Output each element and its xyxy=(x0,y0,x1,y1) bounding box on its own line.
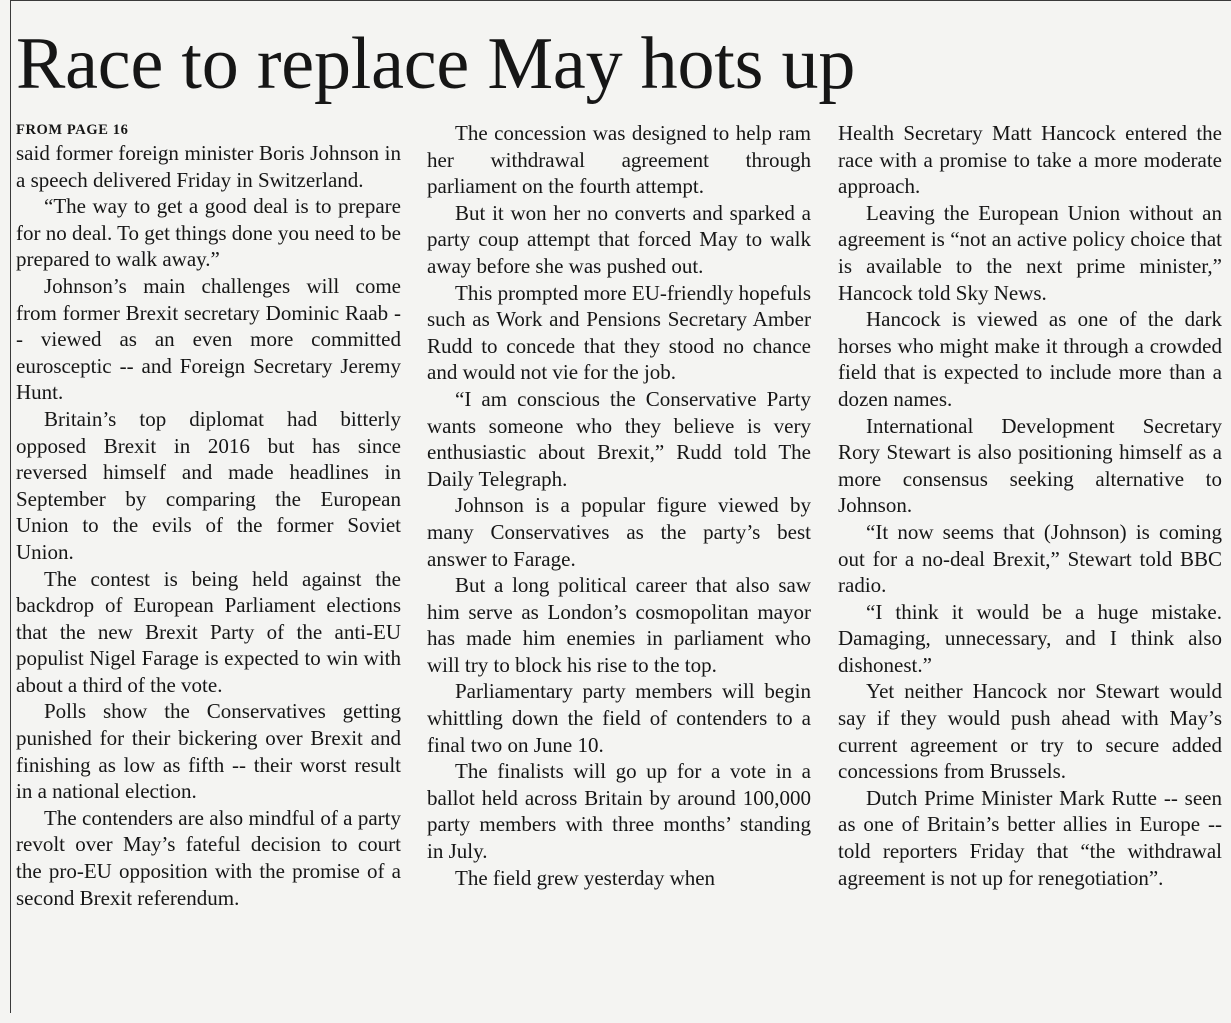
article-column-2 xyxy=(427,120,811,1000)
headline: Race to replace May hots up xyxy=(16,23,856,105)
article-paragraph: The contest is being held against the backdrop of European Parliament elections that the new Brexit Party of the anti-EU populist Nigel Farage is expected to win with about a third of the vote. xyxy=(16,566,401,697)
article-paragraph: The contenders are also mindful of a party revolt over May’s fateful decision to court the pro-EU opposition with the promise of a second Brexit referendum. xyxy=(16,805,401,910)
article-paragraph: The concession was designed to help ram her withdrawal agreement through parliament on the fourth attempt. xyxy=(427,121,811,199)
article-paragraph: Health Secretary Matt Hancock entered the race with a promise to take a more moderate approach. xyxy=(838,121,1222,199)
article-paragraph: “It now seems that (Johnson) is coming out for a no-deal Brexit,” Stewart told BBC radio. xyxy=(838,519,1222,598)
article-paragraph: This prompted more EU-friendly hopefuls such as Work and Pensions Secretary Amber Rudd to concede that they stood no chance and would not vie for the job. xyxy=(427,280,811,385)
article-paragraph: “The way to get a good deal is to prepare for no deal. To get things done you need to be prepared to walk away.” xyxy=(16,194,401,272)
article-paragraph: The finalists will go up for a vote in a ballot held across Britain by around 100,000 party members with three months’ standing in July. xyxy=(427,759,811,864)
article-paragraph: Parliamentary party members will begin whittling down the field of contenders to a final two on June 10. xyxy=(427,679,811,757)
article-paragraph: “I am conscious the Conservative Party wants someone who they believe is very enthusiastic about Brexit,” Rudd told The Daily Telegraph. xyxy=(427,386,811,491)
article-paragraph: “I think it would be a huge mistake. Damaging, unnecessary, and I think also dishonest.” xyxy=(838,599,1222,677)
article-column-3 xyxy=(838,120,1222,1000)
top-rule xyxy=(10,0,1231,1)
article-paragraph: But a long political career that also saw him serve as London’s cosmopolitan mayor has made him enemies in parliament who will try to block his rise to the top. xyxy=(427,573,811,677)
article-column-1 xyxy=(16,120,401,1000)
article-paragraph: said former foreign minister Boris Johnson in a speech delivered Friday in Switzerland. xyxy=(16,141,401,192)
article-paragraph: The field grew yesterday when xyxy=(455,865,716,890)
article-paragraph: Dutch Prime Minister Mark Rutte -- seen as one of Britain’s better allies in Europe -- told reporters Friday that “the withdrawal agreement is not up for renegotiation”. xyxy=(838,785,1222,890)
article-paragraph: Hancock is viewed as one of the dark horses who might make it through a crowded field that is expected to include more than a dozen names. xyxy=(838,307,1222,411)
article-paragraph: Johnson’s main challenges will come from former Brexit secretary Dominic Raab -- viewed as an even more committed eurosceptic -- and Foreign Secretary Jeremy Hunt. xyxy=(16,273,401,405)
article-paragraph: Yet neither Hancock nor Stewart would say if they would push ahead with May’s current agreement or try to secure added concessions from Brussels. xyxy=(838,679,1222,784)
from-page-kicker: FROM PAGE 16 xyxy=(16,122,129,138)
article-paragraph: Polls show the Conservatives getting punished for their bickering over Brexit and finishing as low as fifth -- their worst result in a national election. xyxy=(16,699,401,804)
left-rule xyxy=(10,0,11,1013)
article-paragraph: Britain’s top diplomat had bitterly opposed Brexit in 2016 but has since reversed himself and made headlines in September by comparing the European Union to the evils of the former Soviet Union. xyxy=(16,406,401,564)
article-paragraph: International Development Secretary Rory Stewart is also positioning himself as a more consensus seeking alternative to Johnson. xyxy=(838,413,1222,518)
article-paragraph: Johnson is a popular figure viewed by many Conservatives as the party’s best answer to Farage. xyxy=(427,493,811,571)
article-paragraph: Leaving the European Union without an agreement is “not an active policy choice that is available to the next prime minister,” Hancock told Sky News. xyxy=(838,200,1222,305)
article-paragraph: But it won her no converts and sparked a party coup attempt that forced May to walk away before she was pushed out. xyxy=(427,200,811,278)
